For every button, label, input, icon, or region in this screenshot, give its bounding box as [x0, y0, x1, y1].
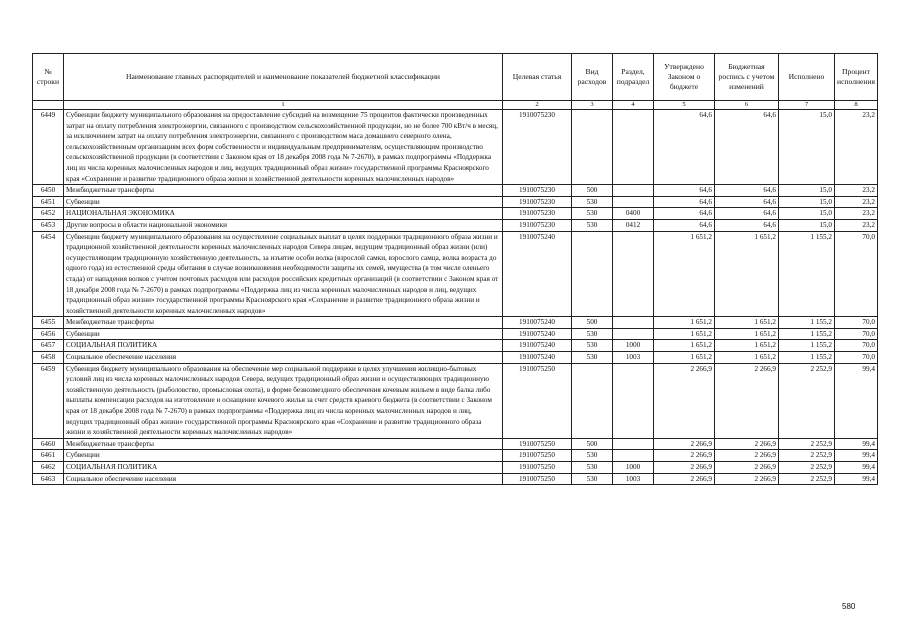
row-approved: 2 266,9 — [654, 462, 715, 474]
row-section — [613, 363, 654, 438]
header-name: Наименование главных распорядителей и наименование показателей бюджетной классификации — [64, 54, 503, 101]
table-row — [33, 340, 878, 352]
row-executed: 2 252,9 — [779, 363, 835, 438]
row-section: 1000 — [613, 462, 654, 474]
row-type: 500 — [572, 185, 613, 197]
column-number: 1 — [64, 101, 503, 110]
table-row — [33, 462, 878, 474]
row-percent: 70,0 — [835, 317, 878, 329]
row-type: 530 — [572, 450, 613, 462]
row-budget: 1 651,2 — [715, 317, 779, 329]
row-executed: 15,0 — [779, 110, 835, 185]
row-percent: 70,0 — [835, 328, 878, 340]
row-executed: 15,0 — [779, 208, 835, 220]
row-budget: 64,6 — [715, 110, 779, 185]
row-section — [613, 196, 654, 208]
row-percent: 70,0 — [835, 340, 878, 352]
row-budget: 2 266,9 — [715, 473, 779, 485]
row-type: 530 — [572, 473, 613, 485]
row-name: СОЦИАЛЬНАЯ ПОЛИТИКА — [64, 462, 503, 474]
header-section: Раздел, подраздел — [613, 54, 654, 101]
row-target: 1910075250 — [503, 363, 572, 438]
row-budget: 64,6 — [715, 208, 779, 220]
row-approved: 64,6 — [654, 185, 715, 197]
budget-table — [32, 53, 878, 485]
row-num: 6455 — [33, 317, 64, 329]
row-name: Субвенции бюджету муниципального образования на осуществление социальных выплат в целях поддержки традиционного образа жизни и традиционной хозяйственной деятельности коренных малочисленных народов Севера лицам, ведущим традиционный образ жизни (или) осуществляющим традиционную хозяйственную деятельность, за изъятие особи волка (взрослой самки, взрослого самца, волка возраста до одного года) из естественной среды обитания в случае возникновения необходимости защиты их семей, имущества (в том числе оленьего стада) от нападения волков с учетом почтовых расходов или расходов российских кредитных организаций (в соответствии с Законом края от 18 декабря 2008 года № 7-2670) в рамках подпрограммы «Поддержка лиц из числа коренных малочисленных народов и лиц, ведущих традиционный образ жизни» государственной программы Красноярского края «Сохранение и развитие традиционного образа жизни и хозяйственной деятельности коренных малочисленных народов» — [64, 231, 503, 317]
row-budget: 1 651,2 — [715, 340, 779, 352]
row-name: Другие вопросы в области национальной экономики — [64, 219, 503, 231]
row-budget: 1 651,2 — [715, 328, 779, 340]
column-number: 7 — [779, 101, 835, 110]
row-target: 1910075240 — [503, 352, 572, 364]
row-budget: 64,6 — [715, 196, 779, 208]
row-percent: 23,2 — [835, 219, 878, 231]
row-name: Субвенция бюджету муниципального образования на обеспечение мер социальной поддержки в целях улучшения жилищно-бытовых условий лиц из числа коренных малочисленных народов Севера, ведущих традиционный образ жизни и осуществляющих традиционную хозяйственную деятельность (рыболовство, промысловая охота), в форме безвозмездного обеспечения кочевым жильем в виде балка либо выплаты компенсации расходов на изготовление и оснащение кочевого жилья за счет средств краевого бюджета (в соответствии с Законом края от 18 декабря 2008 года № 7-2670) в рамках подпрограммы «Поддержка лиц из числа коренных малочисленных народов и лиц, ведущих традиционный образ жизни» государственной программы Красноярского края «Сохранение и развитие традиционного образа жизни и хозяйственной деятельности коренных малочисленных народов» — [64, 363, 503, 438]
header-budget: Бюджетная роспись с учетом изменений — [715, 54, 779, 101]
row-target: 1910075250 — [503, 473, 572, 485]
row-percent: 99,4 — [835, 363, 878, 438]
table-row — [33, 219, 878, 231]
row-name: Субвенции бюджету муниципального образования на предоставление субсидий на возмещение 75 процентов фактически произведенных затрат на оплату потребления электроэнергии, связанного с производством сельскохозяйственной продукции, но не более 700 кВт/ч в месяц, за исключением затрат на оплату потребления электроэнергии, связанного с производством маса домашнего северного олена, сельскохозяйственным организациям всех форм собственности и индивидуальным предпринимателям, осуществляющим производство сельскохозяйственной продукции (в соответствии с Законом края от 18 декабря 2008 года № 7-2670), в рамках подпрограммы «Поддержка лиц из числа коренных малочисленных народов и лиц, ведущих традиционный образ жизни» государственной программы Красноярского края «Сохранение и развитие традиционного образа жизни и хозяйственной деятельности коренных малочисленных народов» — [64, 110, 503, 185]
row-executed: 15,0 — [779, 219, 835, 231]
table-row — [33, 450, 878, 462]
row-executed: 1 155,2 — [779, 231, 835, 317]
row-num: 6449 — [33, 110, 64, 185]
row-type: 500 — [572, 438, 613, 450]
row-target: 1910075250 — [503, 450, 572, 462]
row-executed: 15,0 — [779, 185, 835, 197]
row-approved: 1 651,2 — [654, 352, 715, 364]
row-section — [613, 185, 654, 197]
row-budget: 2 266,9 — [715, 438, 779, 450]
table-row — [33, 328, 878, 340]
page-number: 580 — [842, 602, 856, 611]
column-number — [33, 101, 64, 110]
row-name: Социальное обеспечение населения — [64, 352, 503, 364]
row-percent: 23,2 — [835, 185, 878, 197]
row-num: 6451 — [33, 196, 64, 208]
row-type — [572, 363, 613, 438]
row-budget: 1 651,2 — [715, 231, 779, 317]
table-row — [33, 473, 878, 485]
row-target: 1910075230 — [503, 196, 572, 208]
row-approved: 1 651,2 — [654, 231, 715, 317]
row-target: 1910075230 — [503, 219, 572, 231]
row-type: 530 — [572, 462, 613, 474]
row-section — [613, 438, 654, 450]
header-target: Целевая статья — [503, 54, 572, 101]
header-type: Вид расходов — [572, 54, 613, 101]
row-target: 1910075230 — [503, 208, 572, 220]
row-executed: 1 155,2 — [779, 340, 835, 352]
row-percent: 23,2 — [835, 196, 878, 208]
row-num: 6463 — [33, 473, 64, 485]
table-row — [33, 231, 878, 317]
row-name: Социальное обеспечение населения — [64, 473, 503, 485]
row-name: НАЦИОНАЛЬНАЯ ЭКОНОМИКА — [64, 208, 503, 220]
row-section: 0400 — [613, 208, 654, 220]
row-target: 1910075240 — [503, 328, 572, 340]
column-number: 5 — [654, 101, 715, 110]
row-percent: 23,2 — [835, 110, 878, 185]
row-num: 6460 — [33, 438, 64, 450]
row-type — [572, 110, 613, 185]
row-num: 6452 — [33, 208, 64, 220]
header-executed: Исполнено — [779, 54, 835, 101]
table-row — [33, 185, 878, 197]
row-executed: 2 252,9 — [779, 438, 835, 450]
row-num: 6453 — [33, 219, 64, 231]
row-executed: 2 252,9 — [779, 450, 835, 462]
row-approved: 64,6 — [654, 110, 715, 185]
row-percent: 70,0 — [835, 352, 878, 364]
row-budget: 2 266,9 — [715, 462, 779, 474]
row-type: 530 — [572, 196, 613, 208]
row-target: 1910075240 — [503, 317, 572, 329]
row-approved: 2 266,9 — [654, 473, 715, 485]
row-budget: 64,6 — [715, 219, 779, 231]
row-num: 6456 — [33, 328, 64, 340]
row-type: 530 — [572, 340, 613, 352]
row-num: 6459 — [33, 363, 64, 438]
column-number: 6 — [715, 101, 779, 110]
row-target: 1910075240 — [503, 340, 572, 352]
row-type: 530 — [572, 208, 613, 220]
column-number: 2 — [503, 101, 572, 110]
row-section: 1003 — [613, 473, 654, 485]
row-budget: 1 651,2 — [715, 352, 779, 364]
table-row — [33, 317, 878, 329]
row-budget: 2 266,9 — [715, 450, 779, 462]
row-num: 6450 — [33, 185, 64, 197]
row-num: 6461 — [33, 450, 64, 462]
table-body — [33, 110, 878, 485]
row-type: 530 — [572, 328, 613, 340]
row-name: Субвенции — [64, 450, 503, 462]
table-row — [33, 438, 878, 450]
row-executed: 1 155,2 — [779, 352, 835, 364]
row-section: 1003 — [613, 352, 654, 364]
row-type: 500 — [572, 317, 613, 329]
row-num: 6458 — [33, 352, 64, 364]
row-executed: 15,0 — [779, 196, 835, 208]
row-executed: 2 252,9 — [779, 462, 835, 474]
row-target: 1910075250 — [503, 438, 572, 450]
row-section — [613, 317, 654, 329]
row-approved: 2 266,9 — [654, 363, 715, 438]
row-percent: 99,4 — [835, 438, 878, 450]
row-name: СОЦИАЛЬНАЯ ПОЛИТИКА — [64, 340, 503, 352]
row-target: 1910075250 — [503, 462, 572, 474]
row-section — [613, 231, 654, 317]
row-num: 6457 — [33, 340, 64, 352]
row-approved: 1 651,2 — [654, 340, 715, 352]
row-executed: 2 252,9 — [779, 473, 835, 485]
row-target: 1910075240 — [503, 231, 572, 317]
row-type — [572, 231, 613, 317]
row-name: Субвенции — [64, 328, 503, 340]
column-number: 4 — [613, 101, 654, 110]
table-row — [33, 208, 878, 220]
row-target: 1910075230 — [503, 185, 572, 197]
table-row — [33, 196, 878, 208]
row-executed: 1 155,2 — [779, 317, 835, 329]
row-executed: 1 155,2 — [779, 328, 835, 340]
row-approved: 64,6 — [654, 208, 715, 220]
header-num: № строки — [33, 54, 64, 101]
row-approved: 1 651,2 — [654, 317, 715, 329]
row-name: Межбюджетные трансферты — [64, 317, 503, 329]
row-name: Субвенции — [64, 196, 503, 208]
column-number: 3 — [572, 101, 613, 110]
row-percent: 70,0 — [835, 231, 878, 317]
row-approved: 1 651,2 — [654, 328, 715, 340]
row-percent: 99,4 — [835, 462, 878, 474]
row-name: Межбюджетные трансферты — [64, 438, 503, 450]
column-number-row — [33, 101, 878, 110]
row-approved: 2 266,9 — [654, 450, 715, 462]
table-row — [33, 363, 878, 438]
row-section — [613, 110, 654, 185]
row-num: 6462 — [33, 462, 64, 474]
column-number: 8 — [835, 101, 878, 110]
row-section: 1000 — [613, 340, 654, 352]
row-type: 530 — [572, 352, 613, 364]
header-row — [33, 54, 878, 101]
header-approved: Утверждено Законом о бюджете — [654, 54, 715, 101]
row-target: 1910075230 — [503, 110, 572, 185]
row-budget: 64,6 — [715, 185, 779, 197]
row-num: 6454 — [33, 231, 64, 317]
row-percent: 99,4 — [835, 473, 878, 485]
row-approved: 64,6 — [654, 219, 715, 231]
header-percent: Процент исполнения — [835, 54, 878, 101]
row-percent: 23,2 — [835, 208, 878, 220]
table-row — [33, 110, 878, 185]
row-approved: 2 266,9 — [654, 438, 715, 450]
table-row — [33, 352, 878, 364]
row-section — [613, 450, 654, 462]
row-approved: 64,6 — [654, 196, 715, 208]
row-percent: 99,4 — [835, 450, 878, 462]
row-budget: 2 266,9 — [715, 363, 779, 438]
row-name: Межбюджетные трансферты — [64, 185, 503, 197]
row-section: 0412 — [613, 219, 654, 231]
row-type: 530 — [572, 219, 613, 231]
row-section — [613, 328, 654, 340]
